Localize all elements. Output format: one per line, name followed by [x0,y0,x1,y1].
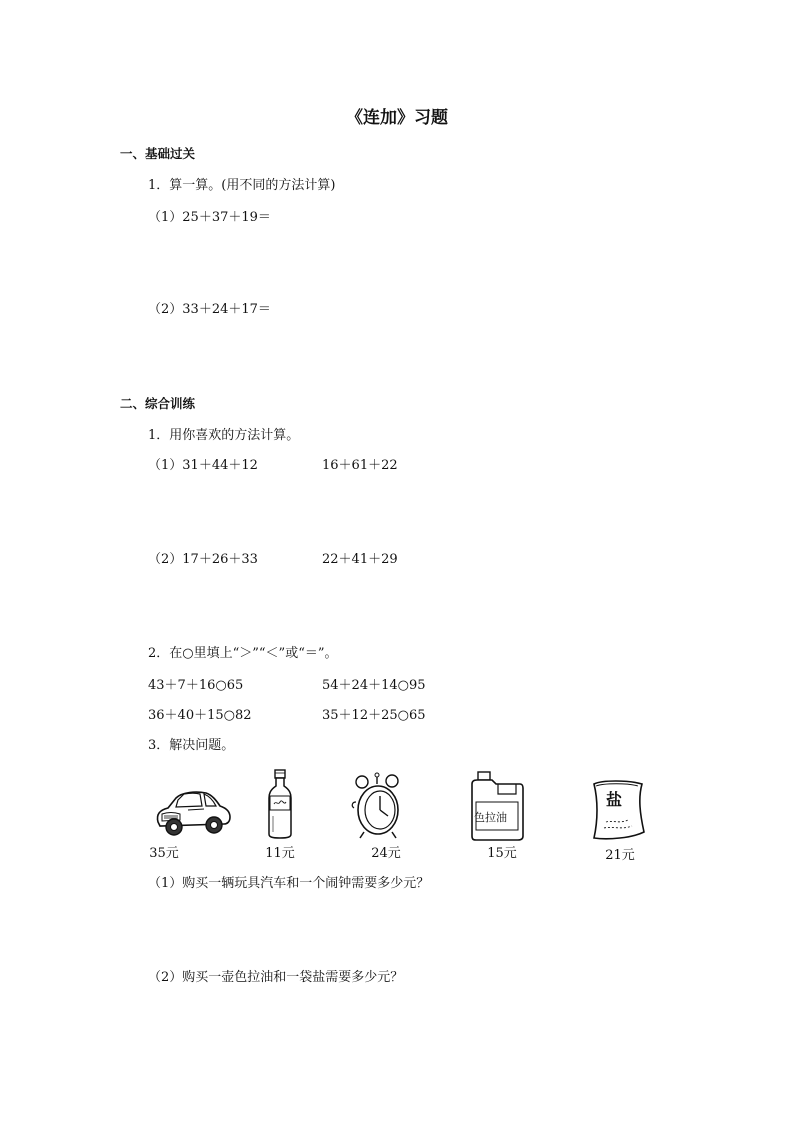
question-2-3-label: 3．解决问题。 [148,738,235,753]
toy-car-icon [152,784,234,840]
calc-item-1b: 16＋61＋22 [322,458,398,473]
calc-item-2b: 22＋41＋29 [322,552,398,567]
question-1-label: 1．算一算。(用不同的方法计算) [148,178,336,193]
compare-item-2b: 35＋12＋25○65 [322,708,426,723]
problem-item-1: （1）购买一辆玩具汽车和一个闹钟需要多少元？ [148,876,430,891]
price-car: 35元 [149,846,179,861]
question-1-item-2: （2）33＋24＋17＝ [148,302,271,317]
compare-item-2a: 36＋40＋15○82 [148,708,252,723]
alarm-clock-icon [350,772,406,842]
price-clock: 24元 [371,846,401,861]
calc-item-1a: （1）31＋44＋12 [148,458,258,473]
question-2-1-label: 1．用你喜欢的方法计算。 [148,428,300,443]
oil-jug-icon [468,770,526,842]
price-bottle: 11元 [265,846,295,861]
compare-item-1b: 54＋24＋14○95 [322,678,426,693]
section-heading-training: 二、综合训练 [120,396,196,411]
calc-item-2a: （2）17＋26＋33 [148,552,258,567]
compare-item-1a: 43＋7＋16○65 [148,678,244,693]
page-title: 《连加》习题 [346,108,448,128]
salt-bag-icon [588,778,648,844]
salt-bag-label: 盐 [606,790,623,809]
price-oil: 15元 [487,846,517,861]
bottle-icon [264,768,296,840]
oil-jug-label: 色拉油 [474,811,507,824]
section-heading-basic: 一、基础过关 [120,146,196,161]
problem-item-2: （2）购买一壶色拉油和一袋盐需要多少元？ [148,970,404,985]
question-2-2-label: 2．在○里填上“＞”“＜”或“＝”。 [148,646,338,661]
question-1-item-1: （1）25＋37＋19＝ [148,210,271,225]
price-salt: 21元 [605,848,635,863]
